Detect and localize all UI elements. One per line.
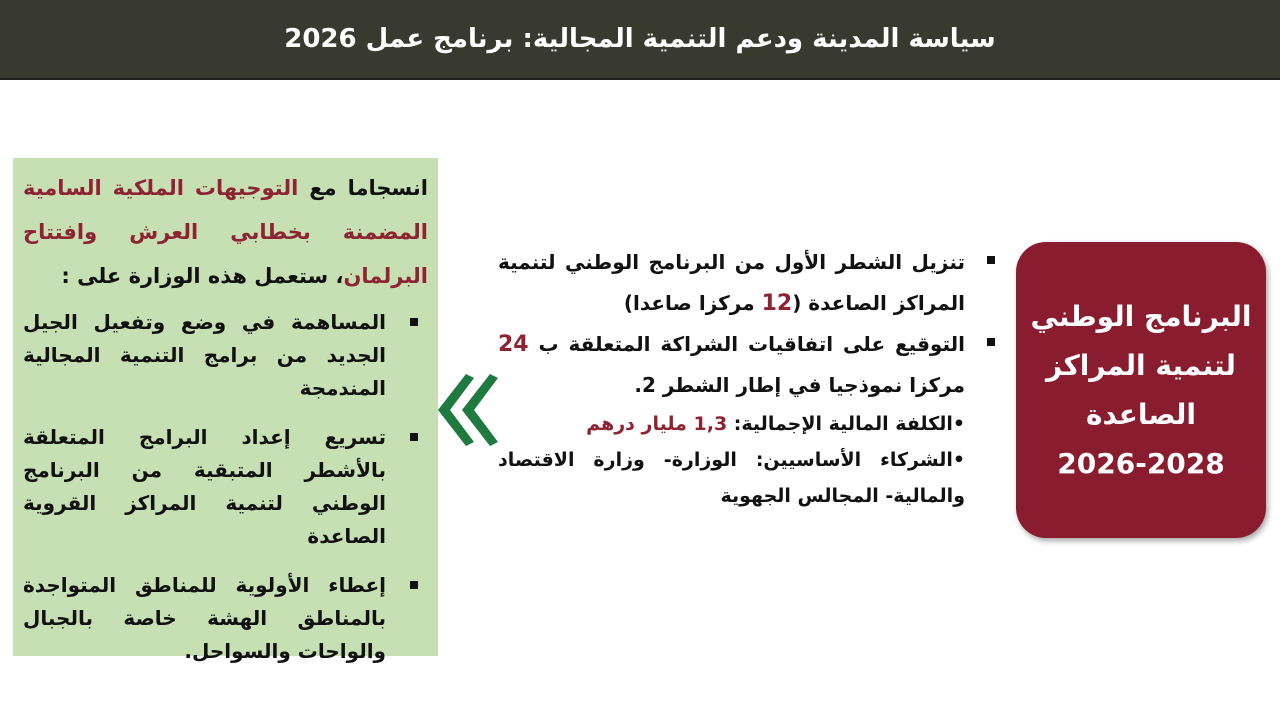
partners: •الشركاء الأساسيين: الوزارة- وزارة الاقتصاد والمالية- المجالس الجهوية — [498, 449, 965, 507]
centers-count: 12 — [761, 291, 793, 316]
program-title-line: البرنامج الوطني — [1030, 300, 1252, 333]
program-actions-list — [498, 242, 1003, 514]
action-text: مركزا نموذجيا في إطار الشطر 2. — [634, 373, 965, 397]
page-title: سياسة المدينة ودعم التنمية المجالية: برنامج عمل 2026 — [284, 24, 996, 54]
list-item-text: إعطاء الأولوية للمناطق المتواجدة بالمناطق الهشة خاصة بالجبال والواحات والسواحل. — [23, 573, 386, 663]
intro-suffix: ، ستعمل هذه الوزارة على : — [61, 264, 344, 288]
list-item — [498, 242, 1003, 324]
program-title-line: الصاعدة — [1085, 398, 1197, 431]
action-text: تنزيل الشطر الأول من البرنامج الوطني لتنمية المراكز الصاعدة ( — [498, 250, 965, 315]
list-item-text: المساهمة في وضع وتفعيل الجيل الجديد من برامج التنمية المجالية المندمجة — [23, 310, 386, 400]
cost-value: 1,3 مليار درهم — [586, 413, 728, 435]
double-chevron-left-icon — [436, 372, 498, 448]
program-period: 2026-2028 — [1057, 447, 1225, 480]
panel-intro — [23, 166, 428, 298]
centers-count: 24 — [498, 332, 529, 357]
list-item — [23, 421, 428, 553]
square-bullet-icon — [410, 433, 418, 441]
commitments-list — [23, 306, 428, 668]
list-item — [23, 569, 428, 668]
list-item-text: تسريع إعداد البرامج المتعلقة بالأشطر المتبقية من البرنامج الوطني لتنمية المراكز القروية الصاعدة — [23, 425, 386, 548]
total-cost — [498, 406, 1003, 442]
list-item — [23, 306, 428, 405]
list-item — [498, 324, 1003, 406]
intro-prefix: انسجاما مع — [298, 176, 428, 200]
action-text: التوقيع على اتفاقيات الشراكة المتعلقة ب — [528, 332, 965, 356]
intro-highlight: التوجيهات الملكية السامية المضمنة بخطابي العرش وافتتاح البرلمان — [23, 176, 428, 288]
program-title-box — [1016, 242, 1266, 538]
square-bullet-icon — [987, 256, 995, 264]
title-bar — [0, 0, 1280, 80]
cost-label: •الكلفة المالية الإجمالية: — [727, 413, 965, 435]
ministry-commitments-panel — [13, 158, 438, 663]
program-title-line: لتنمية المراكز — [1046, 349, 1236, 382]
action-text: مركزا صاعدا) — [623, 291, 762, 315]
square-bullet-icon — [410, 318, 418, 326]
square-bullet-icon — [987, 338, 995, 346]
square-bullet-icon — [410, 581, 418, 589]
